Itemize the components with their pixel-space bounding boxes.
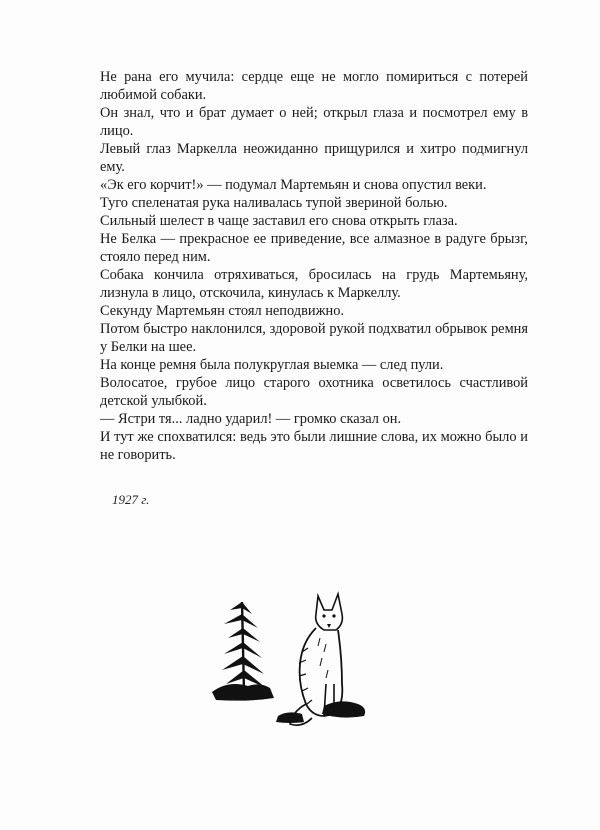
paragraph-3: Левый глаз Маркелла неожиданно прищурился и хитро подмигнул ему. [100,141,528,175]
paragraph-11: На конце ремня была полукруглая выемка — след пули. [100,357,444,373]
paragraph-14: И тут же спохватился: ведь это были лишние слова, их можно было и не говорить. [100,429,528,463]
paragraph-12: Волосатое, грубое лицо старого охотника осветилось счастливой детской улыбкой. [100,375,528,409]
paragraph-8: Собака кончила отряхиваться, бросилась на грудь Мартемьяну, лизнула в лицо, отскочила, кинулась к Маркеллу. [100,267,528,301]
paragraph-1: Не рана его мучила: сердце еще не могло помириться с потерей любимой собаки. [100,69,528,103]
paragraph-9: Секунду Мартемьян стоял неподвижно. [100,303,345,319]
story-date: 1927 г. [112,492,150,507]
paragraph-7: Не Белка — прекрасное ее приведение, все алмазное в радуге брызг, стояло перед ним. [100,231,528,265]
paragraph-2: Он знал, что и брат думает о ней; открыл глаза и посмотрел ему в лицо. [100,105,528,139]
story-text [100,68,528,464]
paragraph-10: Потом быстро наклонился, здоровой рукой подхватил обрывок ремня у Белки на шее. [100,321,528,355]
dog-and-fir-tree-icon [208,588,398,738]
paragraph-6: Сильный шелест в чаще заставил его снова открыть глаза. [100,213,458,229]
paragraph-4: «Эк его корчит!» — подумал Мартемьян и снова опустил веки. [100,177,487,193]
paragraph-13: — Ястри тя... ладно ударил! — громко сказал он. [100,411,402,427]
paragraph-5: Туго спеленатая рука наливалась тупой звериной болью. [100,195,448,211]
